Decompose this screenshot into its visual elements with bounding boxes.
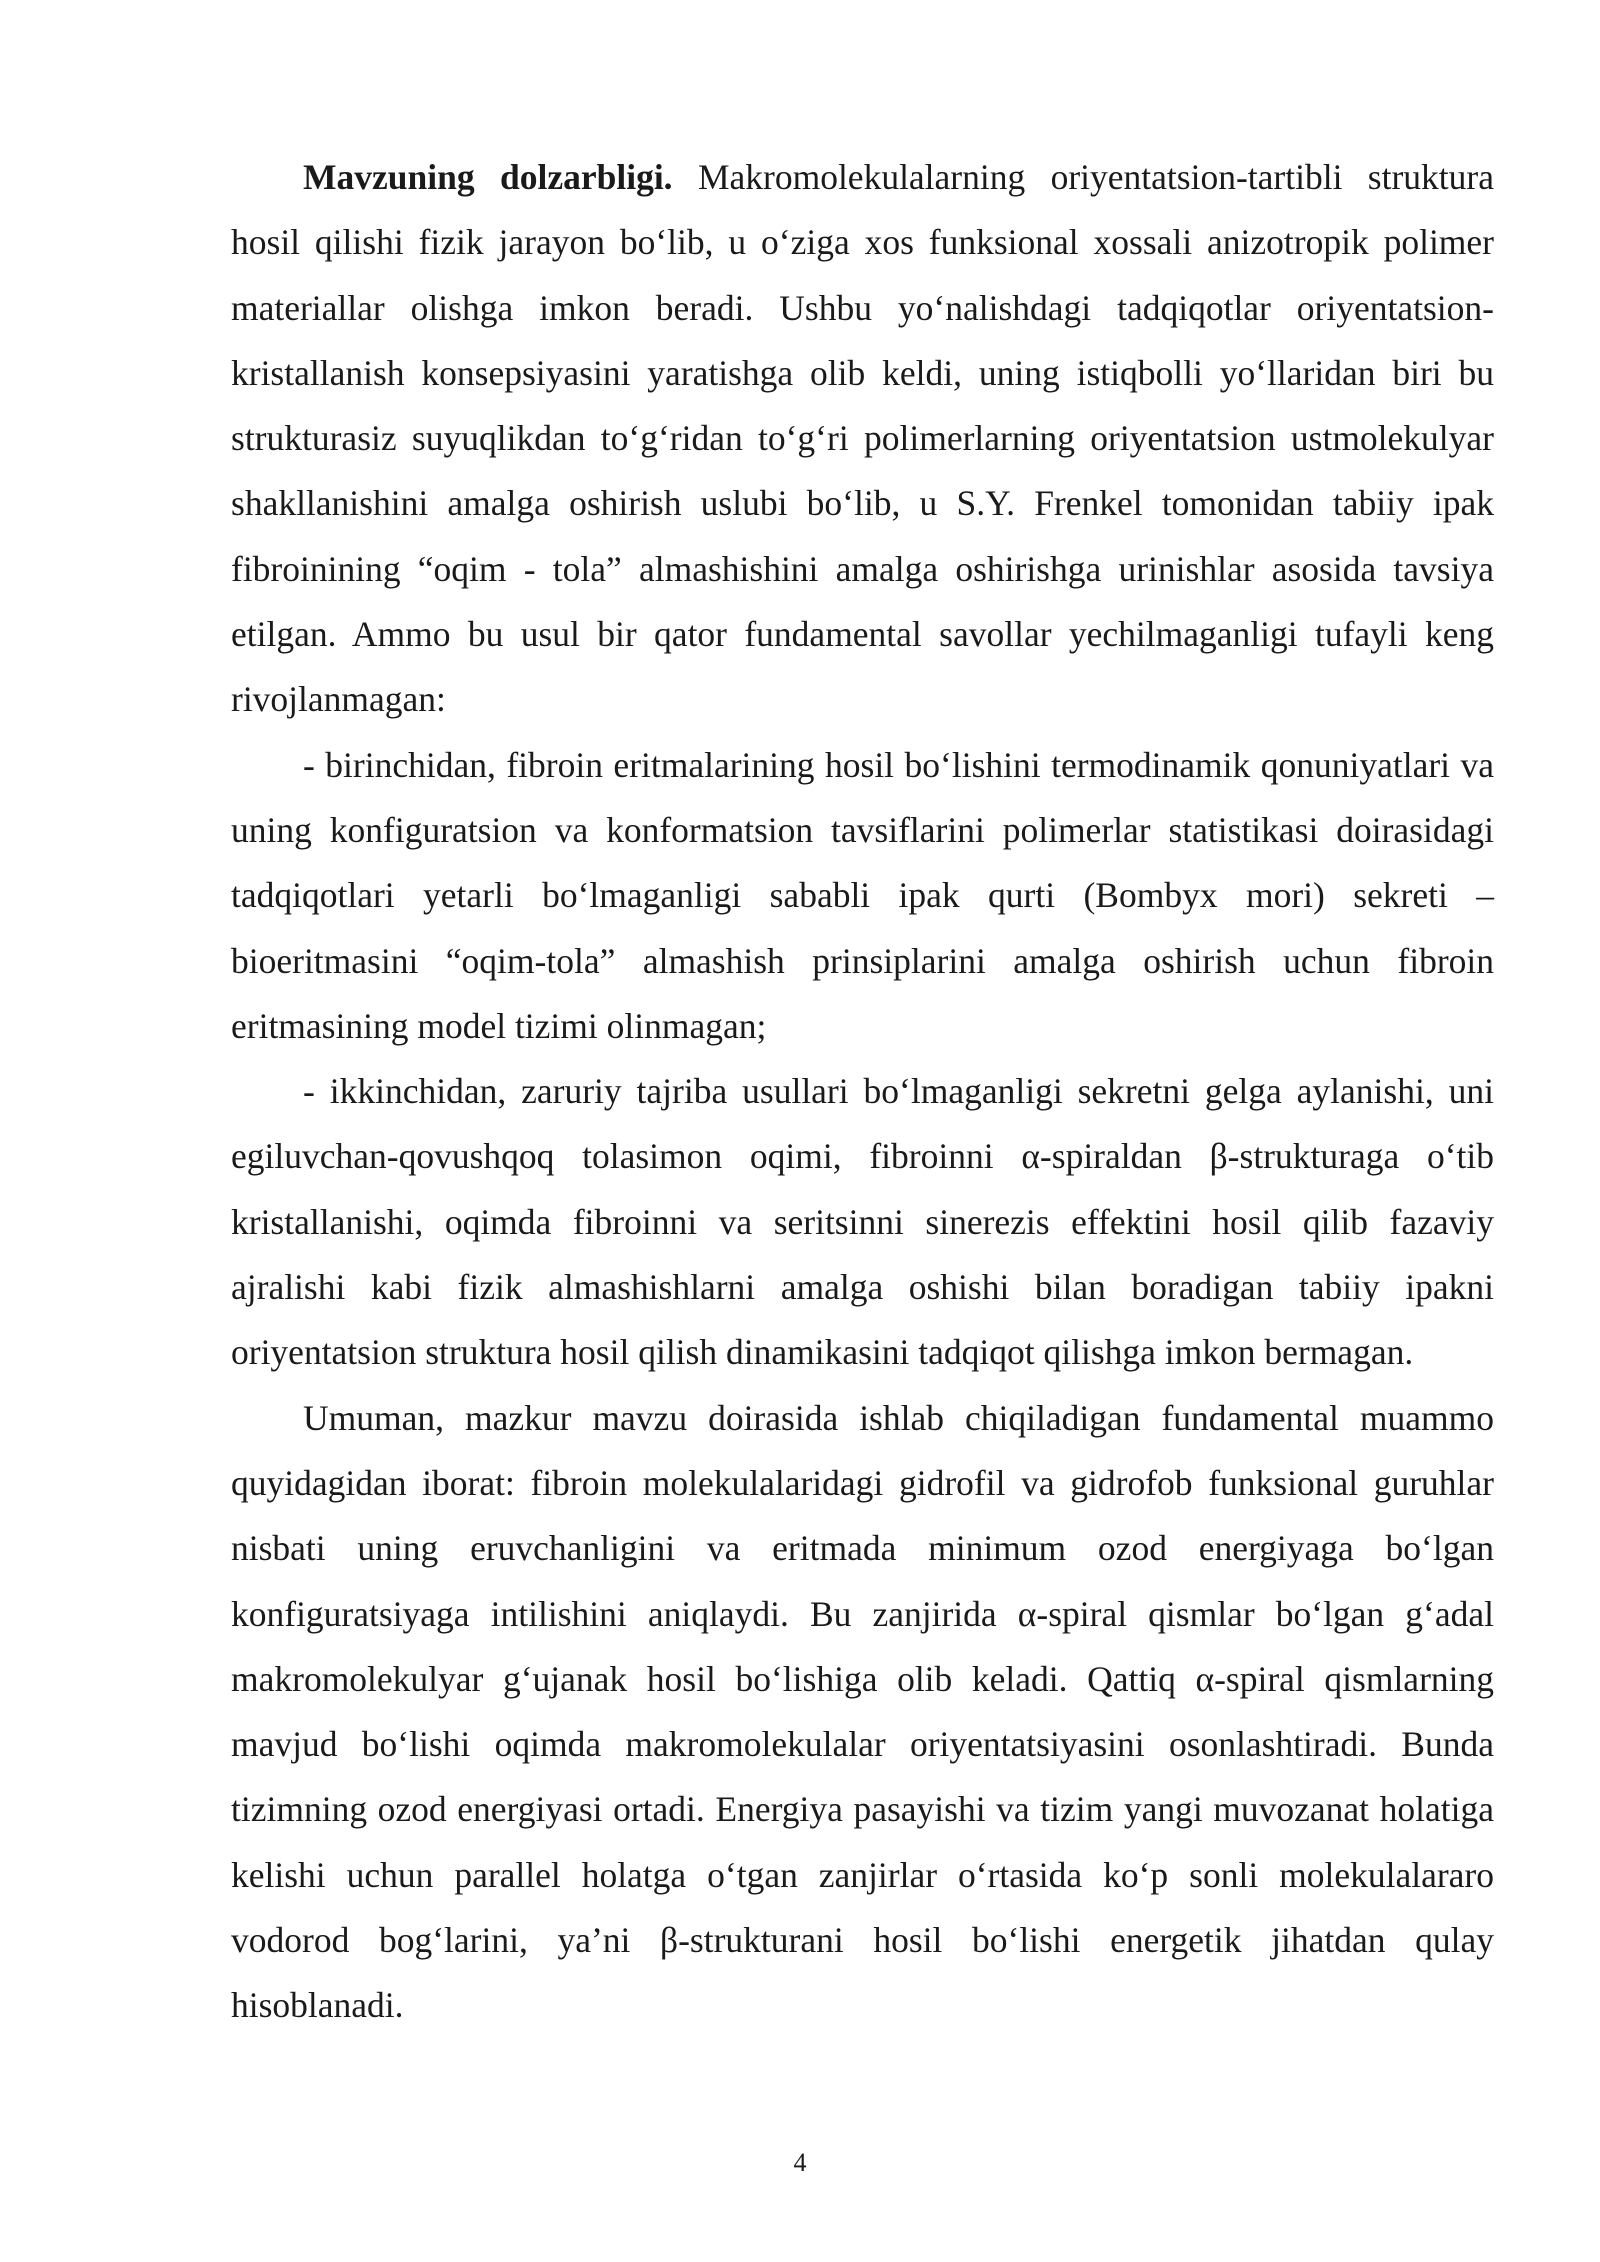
- paragraph-text: Makromolekulalarning oriyentatsion-tartibli struktura hosil qilishi fizik jarayon bo‘lib, u o‘ziga xos funksional xossali anizotropik polimer materiallar olishga imkon beradi. Ushbu yo‘nalishdagi tadqiqotlar oriyentatsion-kristallanish konsepsiyasini yaratishga olib keldi, uning istiqbolli yo‘llaridan biri bu strukturasiz suyuqlikdan to‘g‘ridan to‘g‘ri polimerlarning oriyentatsion ustmolekulyar shakllanishini amalga oshirish uslubi bo‘lib, u S.Y. Frenkel tomonidan tabiiy ipak fibroinining “oqim - tola” almashishini amalga oshirishga urinishlar asosida tavsiya etilgan. Ammo bu usul bir qator fundamental savollar yechilmaganligi tufayli keng rivojlanmagan:: [231, 157, 1494, 720]
- paragraph-problem: Umuman, mazkur mavzu doirasida ishlab chiqiladigan fundamental muammo quyidagidan iborat: fibroin molekulalaridagi gidrofil va gidrofob funksional guruhlar nisbati uning eruvchanligini va eritmada minimum ozod energiyaga bo‘lgan konfiguratsiyaga intilishini aniqlaydi. Bu zanjirida α-spiral qismlar bo‘lgan g‘adal makromolekulyar g‘ujanak hosil bo‘lishiga olib keladi. Qattiq α-spiral qismlarning mavjud bo‘lishi oqimda makromolekulalar oriyentatsiyasini osonlashtiradi. Bunda tizimning ozod energiyasi ortadi. Energiya pasayishi va tizim yangi muvozanat holatiga kelishi uchun parallel holatga o‘tgan zanjirlar o‘rtasida ko‘p sonli molekulalararo vodorod bog‘larini, ya’ni β-strukturani hosil bo‘lishi energetik jihatdan qulay hisoblanadi.: [231, 1397, 1494, 2026]
- section-heading: Mavzuning dolzarbligi.: [303, 157, 673, 197]
- page-number: 4: [793, 2148, 807, 2177]
- paragraph-second-point: - ikkinchidan, zaruriy tajriba usullari bo‘lmaganligi sekretni gelga aylanishi, uni egiluvchan-qovushqoq tolasimon oqimi, fibroinni α-spiraldan β-strukturaga o‘tib kristallanishi, oqimda fibroinni va seritsinni sinerezis effektini hosil qilib fazaviy ajralishi kabi fizik almashishlarni amalga oshishi bilan boradigan tabiiy ipakni oriyentatsion struktura hosil qilish dinamikasini tadqiqot qilishga imkon bermagan.: [231, 1071, 1494, 1373]
- document-page: [231, 145, 1494, 2039]
- paragraph-relevance: [231, 145, 1494, 733]
- paragraph-first-point: - birinchidan, fibroin eritmalarining hosil bo‘lishini termodinamik qonuniyatlari va uning konfiguratsion va konformatsion tavsiflarini polimerlar statistikasi doirasidagi tadqiqotlari yetarli bo‘lmaganligi sababli ipak qurti (Bombyx mori) sekreti – bioeritmasini “oqim-tola” almashish prinsiplarini amalga oshirish uchun fibroin eritmasining model tizimi olinmagan;: [231, 744, 1494, 1046]
